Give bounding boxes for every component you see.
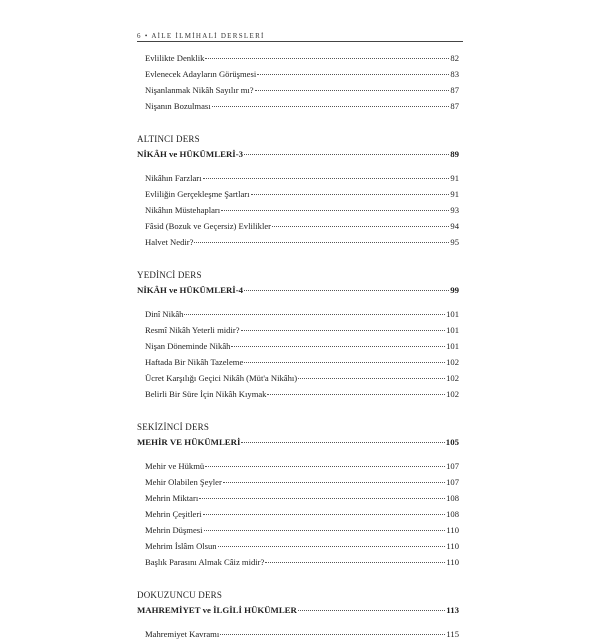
dot-leader: [218, 546, 446, 547]
entry-page: 108: [446, 493, 459, 503]
dot-leader: [251, 194, 450, 195]
dot-leader: [204, 530, 446, 531]
lesson-section: [137, 132, 459, 250]
table-of-contents: [137, 48, 459, 642]
entry-page: 101: [446, 309, 459, 319]
entry-page: 107: [446, 461, 459, 471]
entry-page: 101: [446, 341, 459, 351]
lesson-label: SEKİZİNCİ DERS: [137, 422, 210, 432]
entry-page: 102: [446, 357, 459, 367]
toc-entry: [137, 354, 459, 370]
heading-page: 113: [446, 605, 459, 615]
toc-entry: [137, 626, 459, 642]
toc-entry: [137, 186, 459, 202]
dot-leader: [241, 330, 446, 331]
entry-title: Mehrin Çeşitleri: [145, 509, 202, 519]
entry-title: Dinî Nikâh: [145, 309, 184, 319]
heading-title: NİKÂH ve HÜKÜMLERİ-4: [137, 285, 244, 295]
entry-title: Mehrin Miktarı: [145, 493, 199, 503]
lesson-heading: [137, 282, 459, 298]
entry-title: Evliliğin Gerçekleşme Şartları: [145, 189, 250, 199]
dot-leader: [298, 610, 445, 611]
dot-leader: [221, 210, 449, 211]
toc-entry: [137, 338, 459, 354]
entry-page: 94: [450, 221, 459, 231]
lesson-label: DOKUZUNCU DERS: [137, 590, 223, 600]
entry-title: Evlilikte Denklik: [145, 53, 205, 63]
toc-entry: [137, 306, 459, 322]
lesson-section: [137, 420, 459, 570]
entry-title: Fâsid (Bozuk ve Geçersiz) Evlilikler: [145, 221, 272, 231]
lesson-label: YEDİNCİ DERS: [137, 270, 202, 280]
dot-leader: [223, 482, 445, 483]
dot-leader: [267, 394, 445, 395]
entry-title: Nişan Döneminde Nikâh: [145, 341, 231, 351]
heading-page: 89: [450, 149, 459, 159]
toc-entry: [137, 538, 459, 554]
toc-entry: [137, 98, 459, 114]
heading-title: MAHREMİYET ve İLGİLİ HÜKÜMLER: [137, 605, 297, 615]
book-title: AİLE İLMİHALİ DERSLERİ: [151, 32, 265, 40]
toc-entry: [137, 50, 459, 66]
dot-leader: [199, 498, 445, 499]
dot-leader: [205, 466, 445, 467]
dot-leader: [272, 226, 449, 227]
entry-page: 110: [446, 557, 459, 567]
toc-entry: [137, 370, 459, 386]
lesson-section: [137, 268, 459, 402]
toc-entry: [137, 458, 459, 474]
toc-entry: [137, 82, 459, 98]
dot-leader: [265, 562, 445, 563]
entry-page: 102: [446, 373, 459, 383]
entry-title: Başlık Parasını Almak Câiz midir?: [145, 557, 265, 567]
entry-page: 110: [446, 541, 459, 551]
header-separator: •: [144, 32, 149, 40]
entry-page: 82: [450, 53, 459, 63]
entry-page: 107: [446, 477, 459, 487]
page-number: 6: [137, 32, 142, 40]
dot-leader: [231, 346, 445, 347]
entry-page: 110: [446, 525, 459, 535]
toc-entry: [137, 386, 459, 402]
dot-leader: [203, 178, 450, 179]
entry-title: Mehrin Düşmesi: [145, 525, 203, 535]
entry-page: 87: [450, 101, 459, 111]
lesson-heading: [137, 146, 459, 162]
entry-title: Evlenecek Adayların Görüşmesi: [145, 69, 257, 79]
lesson-label: ALTINCI DERS: [137, 134, 200, 144]
top-entries: [137, 50, 459, 114]
entry-page: 101: [446, 325, 459, 335]
dot-leader: [255, 90, 450, 91]
dot-leader: [241, 442, 444, 443]
toc-entry: [137, 506, 459, 522]
toc-entry: [137, 66, 459, 82]
entry-title: Haftada Bir Nikâh Tazeleme: [145, 357, 244, 367]
toc-entry: [137, 170, 459, 186]
heading-page: 99: [450, 285, 459, 295]
heading-title: NİKÂH ve HÜKÜMLERİ-3: [137, 149, 244, 159]
entry-title: Halvet Nedir?: [145, 237, 194, 247]
toc-entry: [137, 322, 459, 338]
dot-leader: [257, 74, 449, 75]
entry-page: 91: [450, 189, 459, 199]
entry-page: 93: [450, 205, 459, 215]
entry-title: Belirli Bir Süre İçin Nikâh Kıymak: [145, 389, 267, 399]
dot-leader: [244, 362, 445, 363]
toc-entry: [137, 234, 459, 250]
dot-leader: [244, 154, 449, 155]
entry-page: 91: [450, 173, 459, 183]
toc-entry: [137, 554, 459, 570]
dot-leader: [298, 378, 445, 379]
dot-leader: [244, 290, 449, 291]
dot-leader: [220, 634, 445, 635]
lesson-heading: [137, 434, 459, 450]
entry-title: Nikâhın Müstehapları: [145, 205, 221, 215]
entry-page: 102: [446, 389, 459, 399]
entry-title: Mahremiyet Kavramı: [145, 629, 220, 639]
toc-entry: [137, 474, 459, 490]
dot-leader: [205, 58, 449, 59]
entry-title: Mehrim İslâm Olsun: [145, 541, 217, 551]
entry-page: 83: [450, 69, 459, 79]
dot-leader: [212, 106, 450, 107]
toc-entry: [137, 202, 459, 218]
entry-title: Ücret Karşılığı Geçici Nikâh (Müt'a Nikâhı): [145, 373, 298, 383]
entry-title: Nikâhın Farzları: [145, 173, 202, 183]
dot-leader: [184, 314, 445, 315]
header-rule: [137, 41, 463, 42]
heading-page: 105: [445, 437, 459, 447]
entry-page: 87: [450, 85, 459, 95]
entry-title: Resmî Nikâh Yeterli midir?: [145, 325, 240, 335]
entry-page: 95: [450, 237, 459, 247]
entry-title: Mehir Olabilen Şeyler: [145, 477, 222, 487]
running-header: [137, 32, 463, 40]
heading-title: MEHİR VE HÜKÜMLERİ: [137, 437, 241, 447]
toc-entry: [137, 490, 459, 506]
toc-entry: [137, 218, 459, 234]
entry-page: 115: [446, 629, 459, 639]
entry-title: Nişanlanmak Nikâh Sayılır mı?: [145, 85, 254, 95]
entry-title: Nişanın Bozulması: [145, 101, 211, 111]
toc-entry: [137, 522, 459, 538]
dot-leader: [203, 514, 446, 515]
entry-page: 108: [446, 509, 459, 519]
lesson-heading: [137, 602, 459, 618]
lesson-section: [137, 588, 459, 642]
dot-leader: [194, 242, 449, 243]
entry-title: Mehir ve Hükmü: [145, 461, 205, 471]
